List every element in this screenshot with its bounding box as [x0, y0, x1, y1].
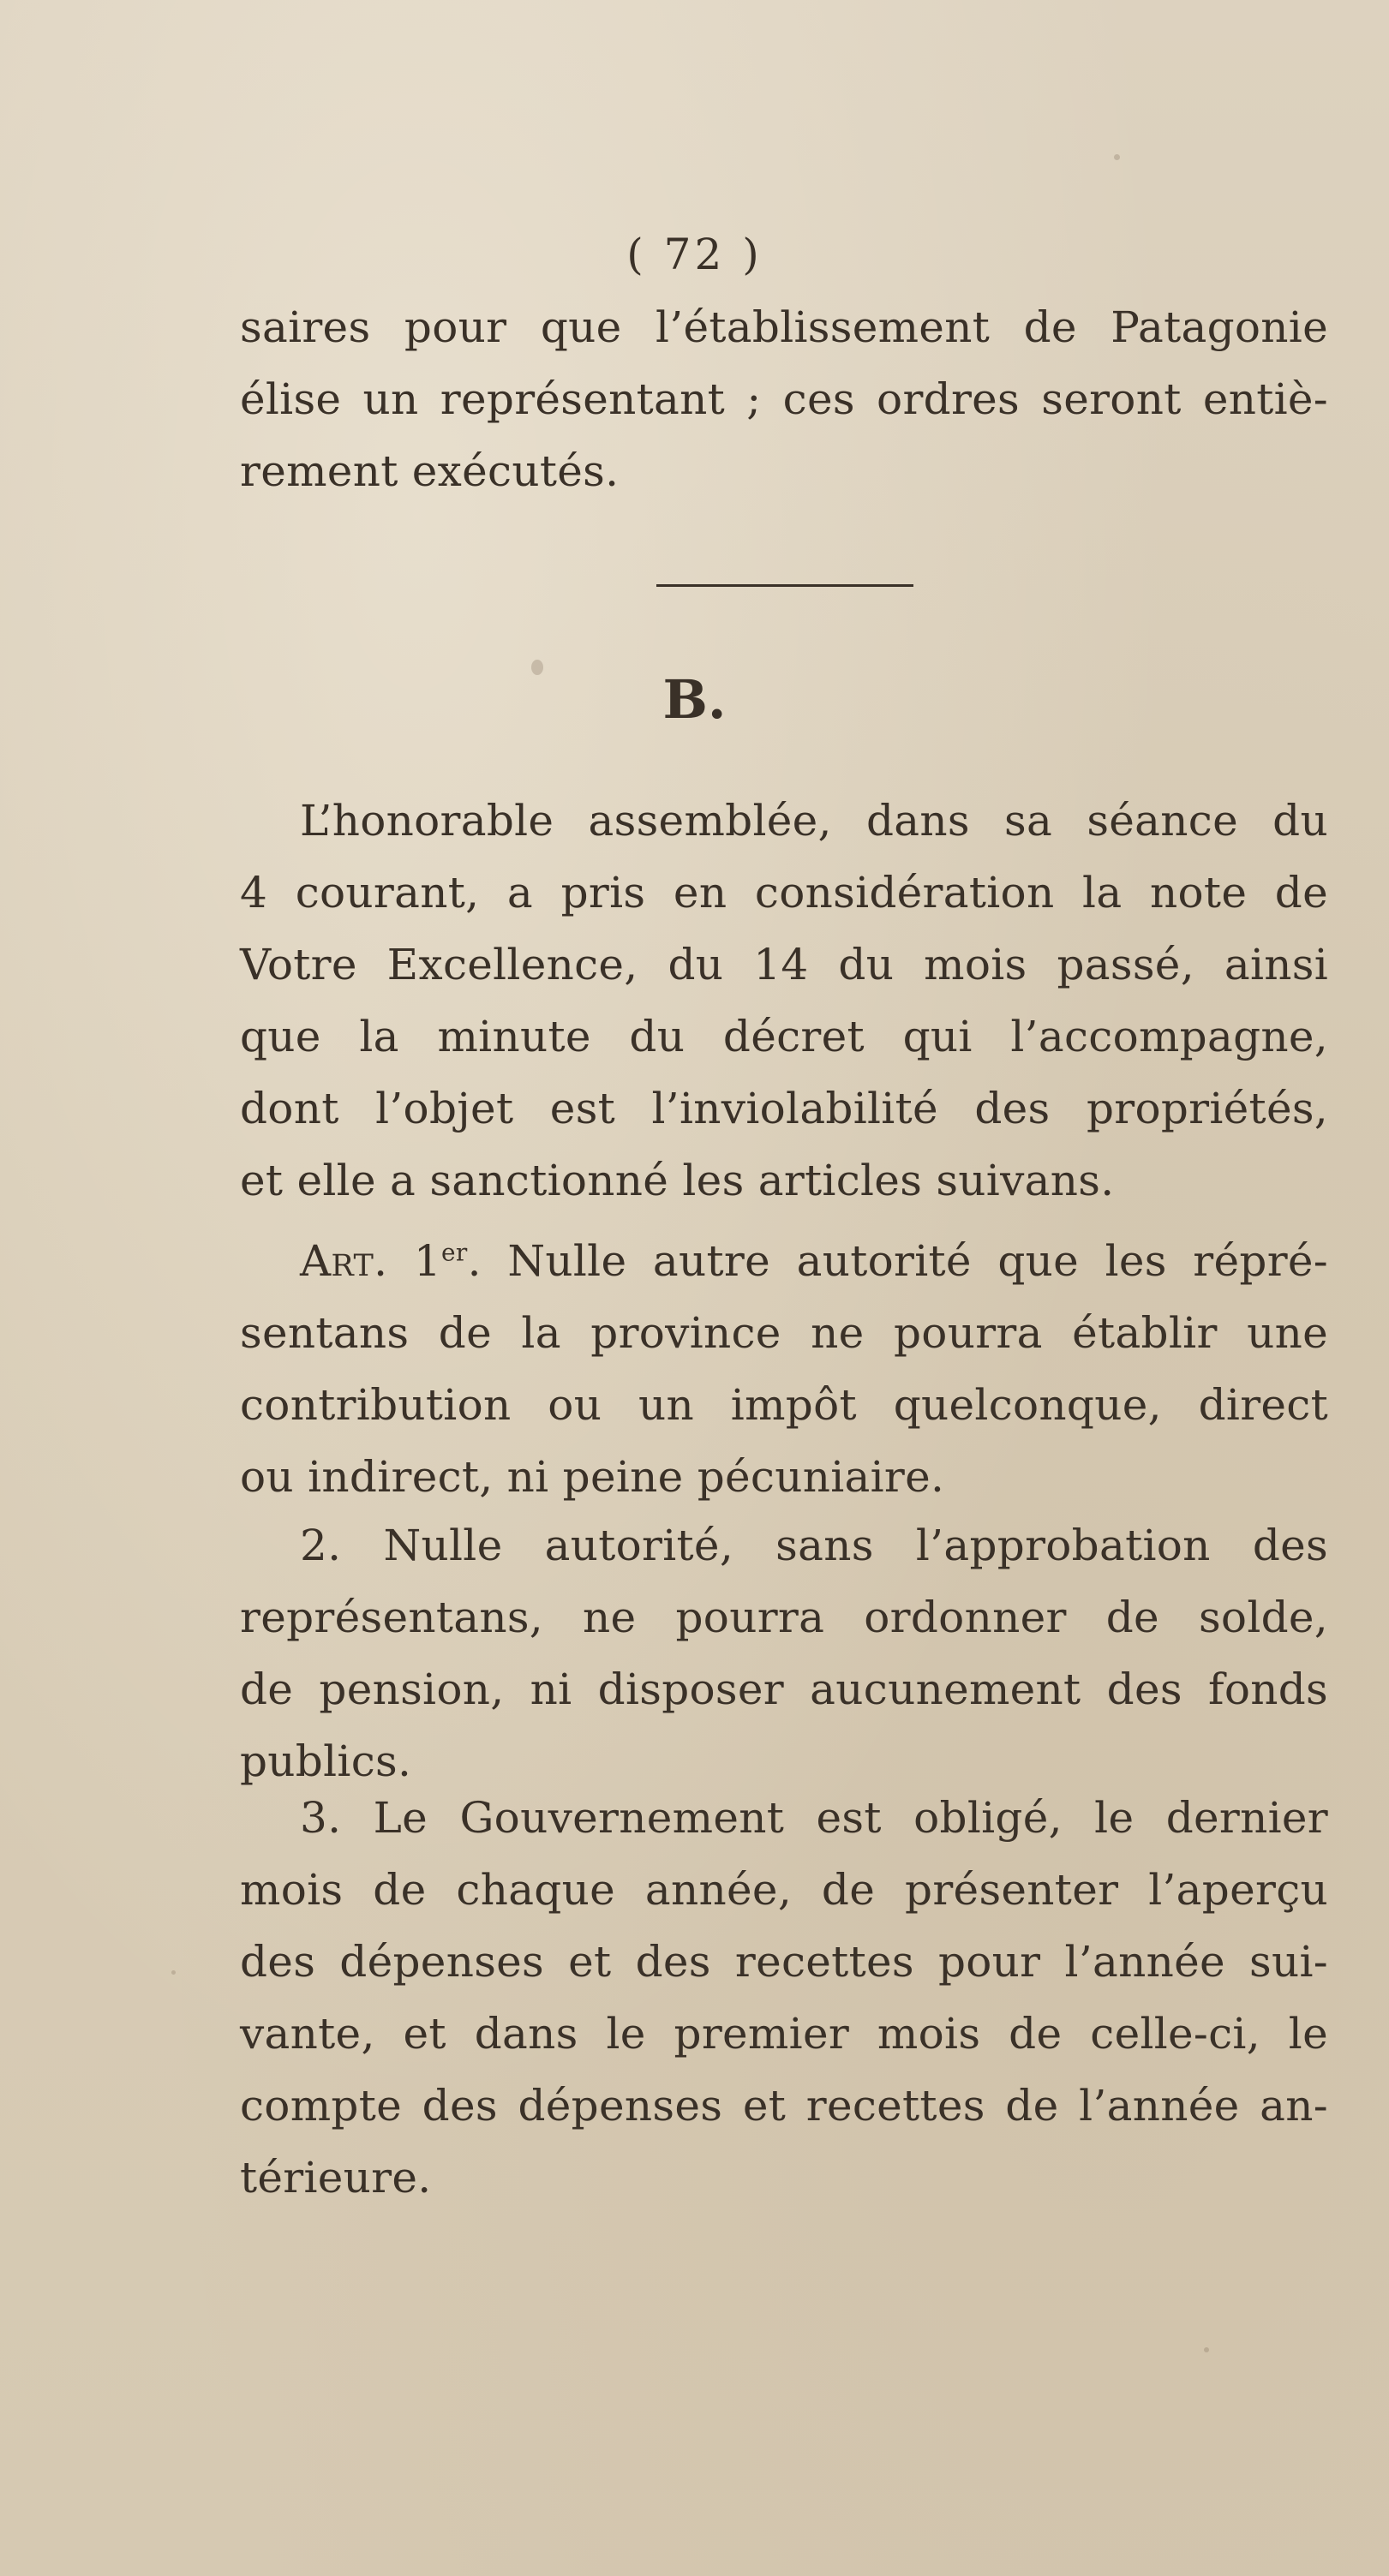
text-line: dont l’objet est l’inviolabilité des propriétés,: [240, 1084, 1328, 1133]
text-line: publics.: [240, 1736, 412, 1786]
text-line: contribution ou un impôt quelconque, direct: [240, 1380, 1328, 1430]
article-number: 1: [413, 1236, 441, 1286]
text-line: 4 courant, a pris en considération la note de: [240, 868, 1328, 917]
text-line: [240, 1225, 1328, 1297]
text-line: sentans de la province ne pourra établir une: [240, 1308, 1328, 1358]
section-heading: B.: [662, 668, 727, 731]
text-line: L’honorable assemblée, dans sa séance du: [300, 796, 1328, 846]
text-line: des dépenses et des recettes pour l’année sui-: [240, 1937, 1328, 1987]
text-line: représentans, ne pourra ordonner de solde,: [240, 1593, 1328, 1642]
section-divider: [656, 584, 913, 587]
paper-speck: [171, 1970, 176, 1975]
text-line: Votre Excellence, du 14 du mois passé, ainsi: [240, 940, 1328, 989]
text-line: térieure.: [240, 2153, 432, 2202]
article-3: [240, 1782, 1328, 2214]
text-line: compte des dépenses et recettes de l’année an-: [240, 2081, 1328, 2131]
continuation-paragraph: [240, 291, 1328, 507]
text-line: mois de chaque année, de présenter l’aperçu: [240, 1865, 1328, 1915]
text-line: 3. Le Gouvernement est obligé, le dernier: [300, 1793, 1328, 1843]
text-line: élise un représentant ; ces ordres seront entiè-: [240, 374, 1328, 424]
article-text: . Nulle autre autorité que les répré-: [467, 1236, 1328, 1286]
article-label: Art.: [300, 1236, 388, 1286]
article-2: [240, 1509, 1328, 1797]
text-line: ou indirect, ni peine pécuniaire.: [240, 1452, 945, 1502]
text-line: et elle a sanctionné les articles suivans.: [240, 1156, 1115, 1205]
text-line: 2. Nulle autorité, sans l’approbation des: [300, 1521, 1328, 1570]
preamble-paragraph: [240, 785, 1328, 1216]
article-ordinal: er: [441, 1238, 468, 1267]
article-1: [240, 1225, 1328, 1513]
text-line: rement exécutés.: [240, 446, 620, 496]
text-line: saires pour que l’établissement de Patagonie: [240, 302, 1328, 352]
text-line: que la minute du décret qui l’accompagne,: [240, 1012, 1328, 1061]
text-line: vante, et dans le premier mois de celle-ci, le: [240, 2009, 1328, 2059]
paper-speck: [1204, 2347, 1209, 2352]
paper-speck: [1114, 154, 1120, 160]
text-line: de pension, ni disposer aucunement des fonds: [240, 1665, 1328, 1714]
page-number: ( 72 ): [626, 230, 763, 279]
